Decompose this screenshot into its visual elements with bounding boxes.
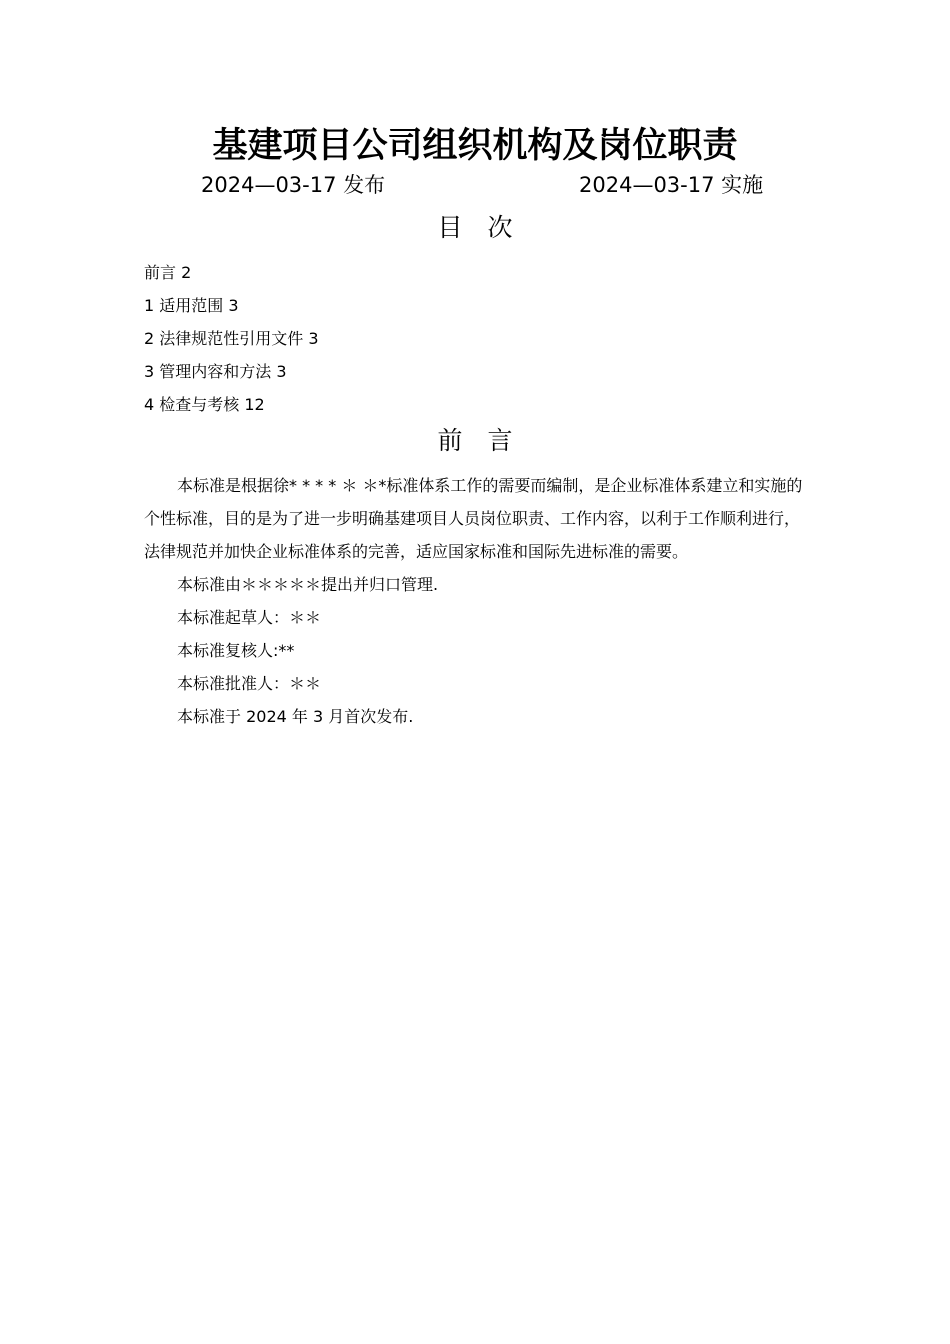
preface-paragraph-approver: 本标准批准人：＊＊ [177,674,322,693]
preface-heading: 前 言 [437,426,513,455]
preface-body [144,469,808,733]
toc-item-inspection-assessment[interactable]: 4 检查与考核 12 [144,395,265,414]
publish-date: 2024—03-17 发布 [201,173,386,197]
preface-paragraph-release: 本标准于 2024 年 3 月首次发布. [177,707,414,726]
toc-item-scope[interactable]: 1 适用范围 3 [144,296,239,315]
implement-date: 2024—03-17 实施 [579,173,764,197]
document-title: 基建项目公司组织机构及岗位职责 [212,126,738,166]
preface-paragraph-reviewer: 本标准复核人:** [177,641,295,660]
toc-heading: 目 次 [437,213,513,242]
toc-item-management-content[interactable]: 3 管理内容和方法 3 [144,362,287,381]
preface-paragraph-proposer: 本标准由＊＊＊＊＊提出并归口管理. [177,575,439,594]
preface-paragraph-purpose: 本标准是根据徐* * * * ＊ ＊*标准体系工作的需要而编制，是企业标准体系建立和实施的个性标准，目的是为了进一步明确基建项目人员岗位职责、工作内容，以利于工作顺利进行，法律规范并加快企业标准体系的完善，适应国家标准和国际先进标准的需要。 [144,476,803,561]
toc-item-preface[interactable]: 前言 2 [144,263,192,282]
toc-item-normative-references[interactable]: 2 法律规范性引用文件 3 [144,329,319,348]
table-of-contents [144,256,319,421]
preface-paragraph-drafter: 本标准起草人：＊＊ [177,608,322,627]
